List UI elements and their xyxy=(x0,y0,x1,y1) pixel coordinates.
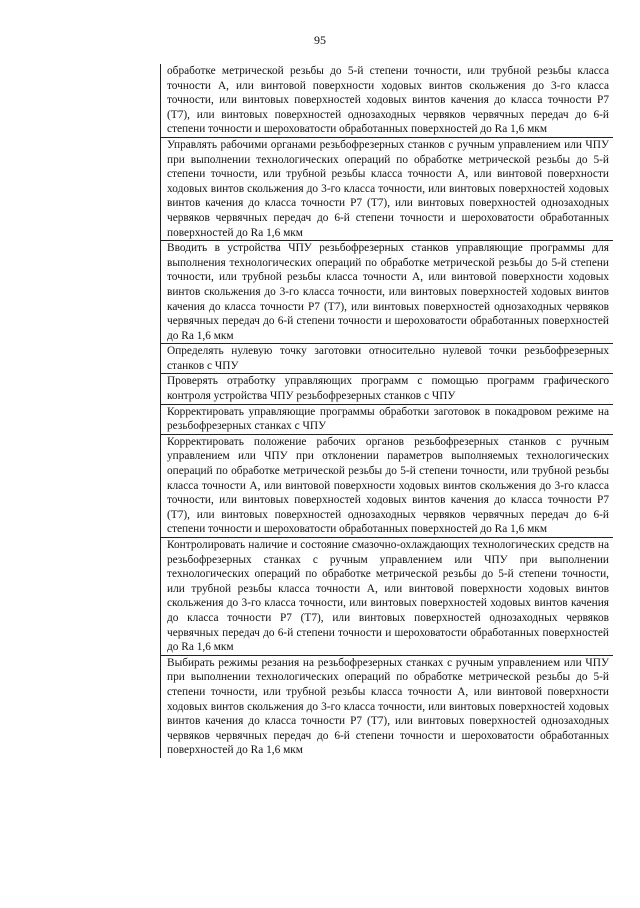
table-row: Определять нулевую точку заготовки относительно нулевой точки резьбофрезерных станков с ЧПУ xyxy=(161,344,613,374)
table-row: Корректировать положение рабочих органов резьбофрезерных станков с ручным управлением или ЧПУ при отклонении параметров выполняемых технологических операций по обработке метрической резьбы до 5-й степени точности, или трубной резьбы класса точности А, или винтовой поверхности ходовых винтов скольжения до 3-го класса точности, или винтовых поверхностей ходовых винтов качения до класса точности Р7 (Т7), или винтовых поверхностей однозаходных червяков червячных передач до 6-й степени точности и шероховатости обработанных поверхностей до Ra 1,6 мкм xyxy=(161,435,613,538)
skills-table xyxy=(160,64,613,758)
table-row: обработке метрической резьбы до 5-й степени точности, или трубной резьбы класса точности А, или винтовой поверхности ходовых винтов скольжения до 3-го класса точности, или винтовых поверхностей ходовых винтов качения до класса точности Р7 (Т7), или винтовых поверхностей однозаходных червяков червячных передач до 6-й степени точности и шероховатости обработанных поверхностей до Ra 1,6 мкм xyxy=(161,64,613,138)
table-row: Управлять рабочими органами резьбофрезерных станков с ручным управлением или ЧПУ при выполнении технологических операций по обработке метрической резьбы до 5-й степени точности, или трубной резьбы класса точности А, или винтовой поверхности ходовых винтов скольжения до 3-го класса точности, или винтовых поверхностей ходовых винтов качения до класса точности Р7 (Т7), или винтовых поверхностей однозаходных червяков червячных передач до 6-й степени точности и шероховатости обработанных поверхностей до Ra 1,6 мкм xyxy=(161,138,613,241)
table-row: Выбирать режимы резания на резьбофрезерных станках с ручным управлением или ЧПУ при выполнении технологических операций по обработке метрической резьбы до 5-й степени точности, или трубной резьбы класса точности А, или винтовой поверхности ходовых винтов скольжения до 3-го класса точности, или винтовых поверхностей ходовых винтов качения до класса точности Р7 (Т7), или винтовых поверхностей однозаходных червяков червячных передач до 6-й степени точности и шероховатости обработанных поверхностей до Ra 1,6 мкм xyxy=(167,656,609,757)
page-number: 95 xyxy=(314,33,326,47)
table-row: Корректировать управляющие программы обработки заготовок в покадровом режиме на резьбофрезерных станках с ЧПУ xyxy=(161,405,613,435)
table-row: Проверять отработку управляющих программ с помощью программ графического контроля устройства ЧПУ резьбофрезерных станков с ЧПУ xyxy=(161,374,613,404)
table-row: Вводить в устройства ЧПУ резьбофрезерных станков управляющие программы для выполнения технологических операций по обработке метрической резьбы до 5-й степени точности, или трубной резьбы класса точности А, или винтовой поверхности ходовых винтов скольжения до 3-го класса точности, или винтовых поверхностей ходовых винтов качения до класса точности Р7 (Т7), или винтовых поверхностей однозаходных червяков червячных передач до 6-й степени точности и шероховатости обработанных поверхностей до Ra 1,6 мкм xyxy=(161,241,613,344)
table-row: Контролировать наличие и состояние смазочно-охлаждающих технологических средств на резьбофрезерных станках с ручным управлением или ЧПУ при выполнении технологических операций по обработке метрической резьбы до 5-й степени точности, или трубной резьбы класса точности А, или винтовой поверхности ходовых винтов скольжения до 3-го класса точности, или винтовых поверхностей ходовых винтов качения до класса точности Р7 (Т7), или винтовых поверхностей однозаходных червяков червячных передач до 6-й степени точности и шероховатости обработанных поверхностей до Ra 1,6 мкм xyxy=(161,538,613,656)
